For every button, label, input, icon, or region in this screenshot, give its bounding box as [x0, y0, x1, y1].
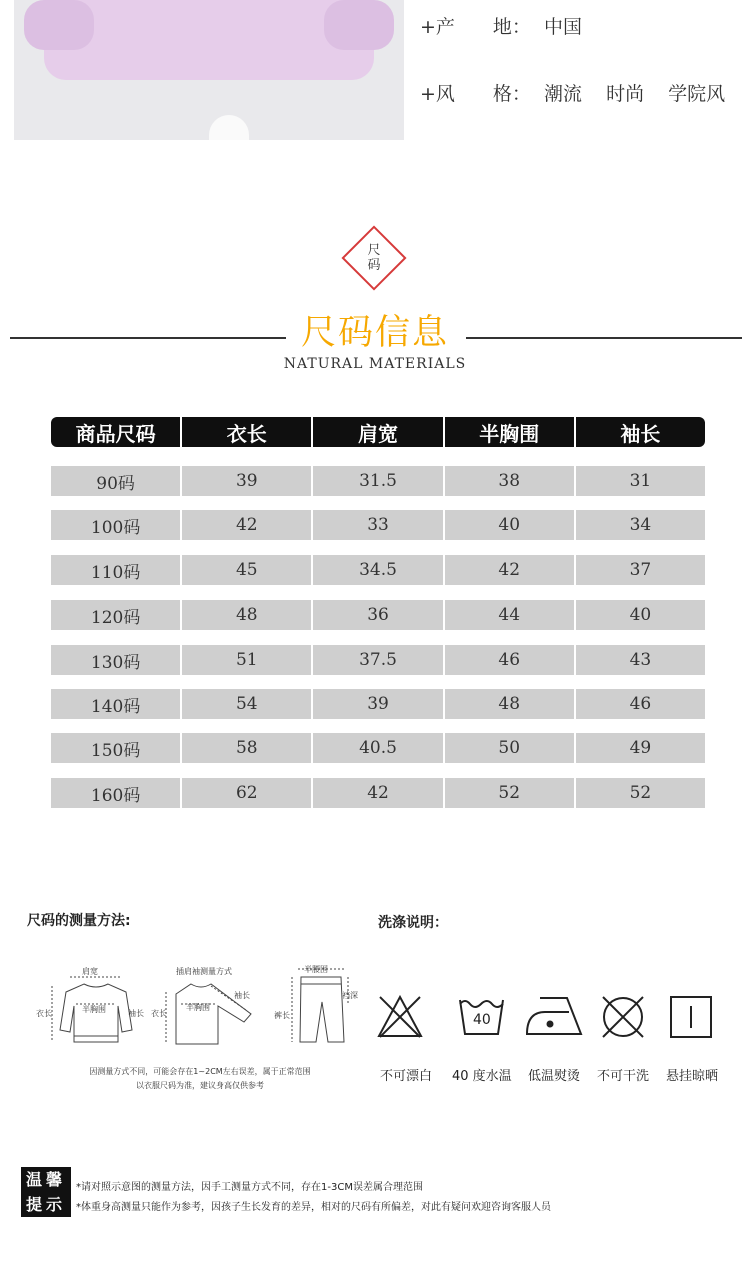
table-cell: 40: [576, 600, 705, 630]
pants-diagram-icon: [300, 977, 344, 1042]
attr-origin-value: 中国: [544, 16, 583, 38]
label-shoulder: 肩宽: [82, 967, 98, 976]
table-cell: 100码: [51, 510, 180, 540]
table-cell: 46: [445, 645, 574, 675]
table-cell: 33: [313, 510, 442, 540]
table-cell: 48: [182, 600, 311, 630]
table-cell: 34: [576, 510, 705, 540]
table-cell: 45: [182, 555, 311, 585]
table-cell: 110码: [51, 555, 180, 585]
table-cell: 42: [182, 510, 311, 540]
attr-style-key: +风 格：: [420, 83, 531, 105]
garment-image: [44, 0, 374, 80]
table-cell: 42: [445, 555, 574, 585]
label-rise: 裆深: [342, 991, 358, 1000]
section-title: 尺码信息: [300, 313, 449, 353]
table-cell: 130码: [51, 645, 180, 675]
table-row: [51, 510, 705, 540]
table-row: [51, 778, 705, 808]
attr-style-value: 时尚: [606, 83, 645, 105]
attr-style-value: 潮流: [544, 83, 583, 105]
divider-right: [466, 337, 742, 339]
attr-origin-key: +产 地：: [420, 16, 531, 38]
table-cell: 49: [576, 733, 705, 763]
table-cell: 36: [313, 600, 442, 630]
table-cell: 48: [445, 689, 574, 719]
table-cell: 34.5: [313, 555, 442, 585]
label-pants-length: 裤长: [274, 1011, 290, 1020]
table-cell: 140码: [51, 689, 180, 719]
table-cell: 31.5: [313, 466, 442, 496]
label-length: 衣长: [36, 1009, 52, 1018]
table-row: [51, 689, 705, 719]
table-cell: 52: [576, 778, 705, 808]
wash-title: 洗涤说明：: [378, 915, 448, 931]
table-cell: 52: [445, 778, 574, 808]
measurement-diagram: [36, 962, 366, 1057]
wash-label: 不可漂白: [380, 1069, 433, 1084]
measure-title: 尺码的测量方法:: [27, 913, 131, 929]
table-row: [51, 466, 705, 496]
low-iron-icon: [527, 998, 581, 1034]
table-cell: 150码: [51, 733, 180, 763]
no-bleach-icon: [379, 997, 421, 1037]
label-raglan-chest: 半胸围: [186, 1003, 210, 1012]
no-dry-clean-icon: [603, 997, 643, 1037]
size-badge-line1: 尺: [367, 243, 381, 258]
measure-note-2: 以衣服尺码为准，建议身高仅供参考: [136, 1081, 264, 1090]
header-cell: 半胸围: [443, 417, 574, 447]
section-subtitle: NATURAL MATERIALS: [283, 356, 467, 372]
label-raglan-sleeve: 袖长: [234, 991, 250, 1000]
tips-label: [21, 1167, 71, 1217]
wash-temp-text: 40: [473, 1012, 491, 1028]
label-raglan-length: 衣长: [151, 1009, 167, 1018]
table-cell: 37: [576, 555, 705, 585]
tip-line-1: *请对照示意图的测量方法，因手工测量方式不同，存在1-3CM误差属合理范围: [76, 1182, 423, 1193]
table-row: [51, 733, 705, 763]
table-cell: 40.5: [313, 733, 442, 763]
table-row: [51, 645, 705, 675]
wash-label: 低温熨烫: [528, 1069, 581, 1084]
table-cell: 42: [313, 778, 442, 808]
table-cell: 54: [182, 689, 311, 719]
table-cell: 37.5: [313, 645, 442, 675]
table-row: [51, 555, 705, 585]
table-cell: 160码: [51, 778, 180, 808]
header-cell: 商品尺码: [75, 421, 156, 446]
table-cell: 38: [445, 466, 574, 496]
header-cell: 肩宽: [311, 417, 442, 447]
table-cell: 31: [576, 466, 705, 496]
table-cell: 51: [182, 645, 311, 675]
measure-note-1: 因测量方式不同，可能会存在1~2CM左右误差，属于正常范围: [89, 1067, 311, 1076]
shoe-image: [209, 115, 249, 140]
table-cell: 62: [182, 778, 311, 808]
attr-origin: [420, 12, 600, 39]
wash-label: 40 度水温: [452, 1069, 512, 1084]
product-photo: [14, 0, 404, 140]
header-cell: 袖长: [574, 417, 705, 447]
label-sleeve: 袖长: [128, 1009, 144, 1018]
sleeve-right: [324, 0, 394, 50]
attr-style: [420, 79, 743, 106]
table-cell: 39: [182, 466, 311, 496]
hang-dry-icon: [671, 997, 711, 1037]
table-cell: 44: [445, 600, 574, 630]
table-cell: 46: [576, 689, 705, 719]
table-row: [51, 600, 705, 630]
size-badge-line2: 码: [367, 258, 381, 273]
label-chest: 半胸围: [82, 1005, 106, 1014]
wash-label: 悬挂晾晒: [666, 1069, 719, 1084]
table-cell: 40: [445, 510, 574, 540]
table-cell: 120码: [51, 600, 180, 630]
attr-style-value: 学院风: [668, 83, 726, 105]
size-table-header: [51, 417, 705, 447]
header-cell: 衣长: [180, 417, 311, 447]
table-cell: 90码: [51, 466, 180, 496]
label-raglan: 插肩袖测量方式: [176, 967, 232, 976]
wash-label: 不可干洗: [597, 1069, 650, 1084]
size-badge: [351, 235, 397, 281]
tips-label-line1: 温馨: [25, 1170, 66, 1189]
table-cell: 43: [576, 645, 705, 675]
table-cell: 58: [182, 733, 311, 763]
tips-label-line2: 提示: [25, 1195, 66, 1214]
divider-left: [10, 337, 286, 339]
tip-line-2: *体重身高测量只能作为参考，因孩子生长发育的差异，相对的尺码有所偏差，对此有疑问欢迎咨询客服人员: [76, 1202, 551, 1213]
table-cell: 39: [313, 689, 442, 719]
label-waist: 半腰围: [304, 965, 328, 974]
sleeve-left: [24, 0, 94, 50]
table-cell: 50: [445, 733, 574, 763]
